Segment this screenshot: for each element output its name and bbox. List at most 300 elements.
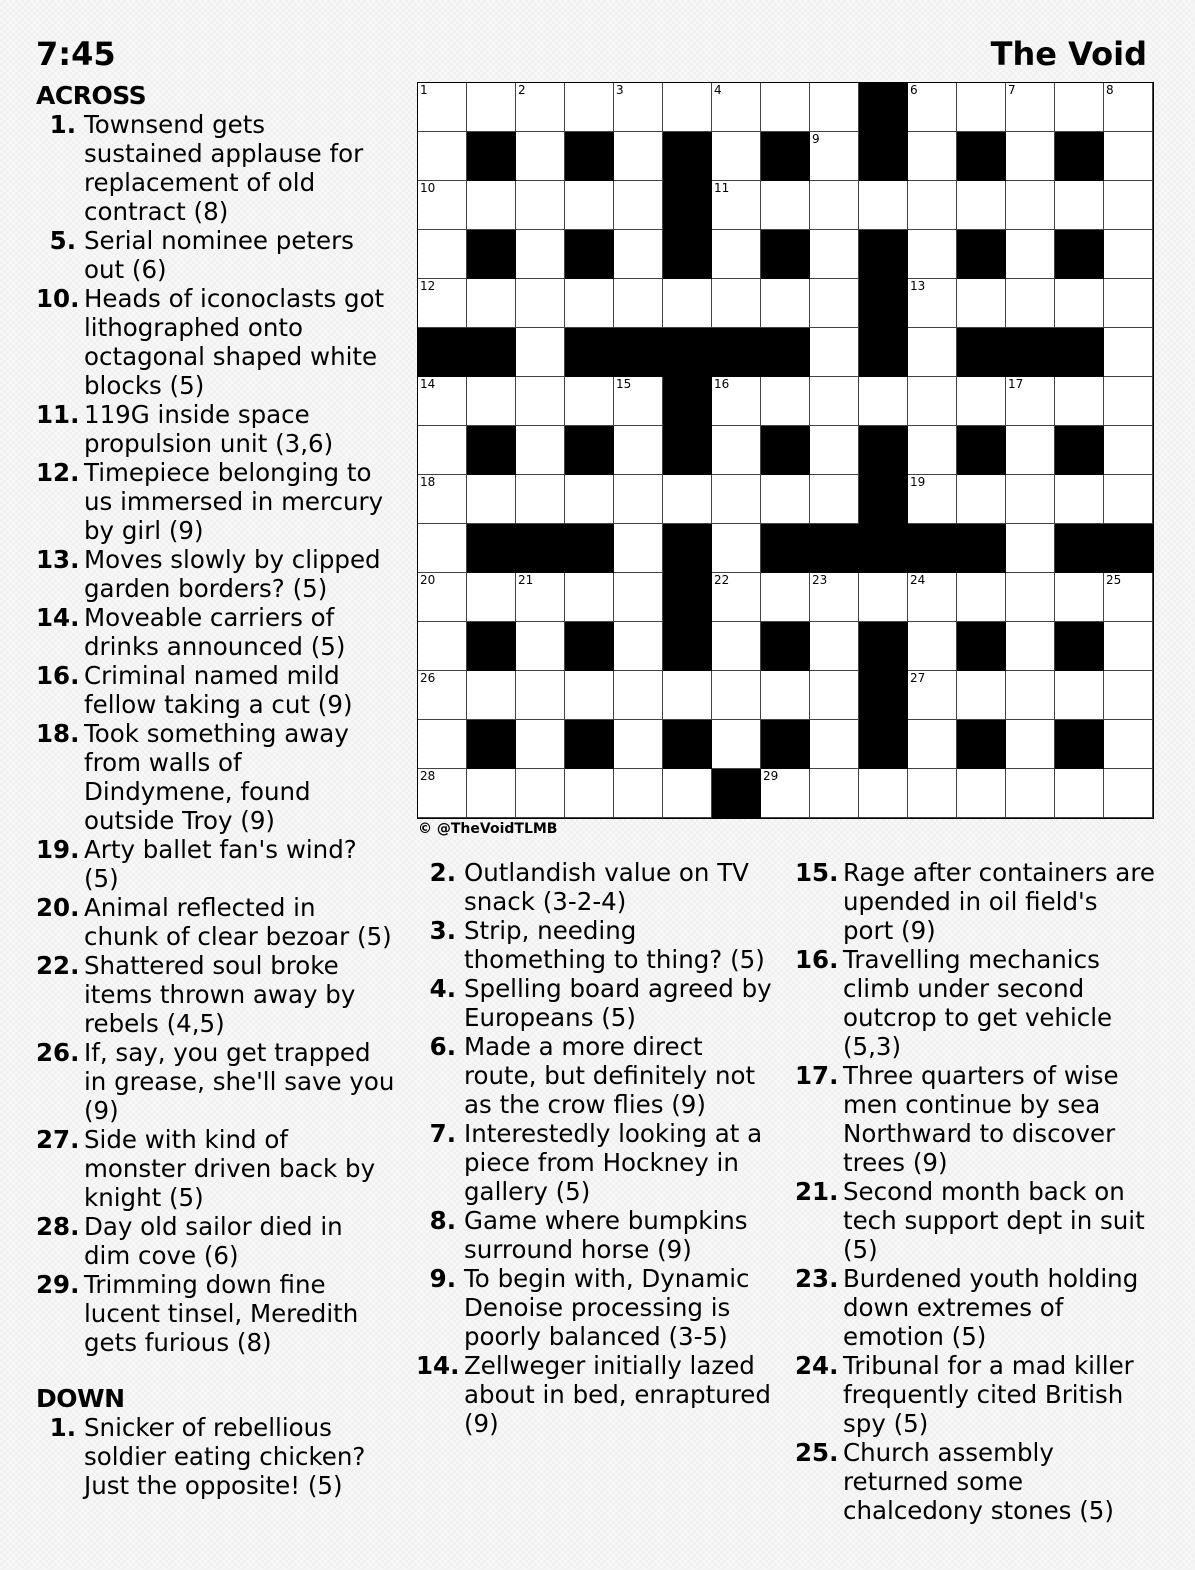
grid-block <box>761 720 810 769</box>
grid-cell[interactable] <box>1006 475 1055 524</box>
grid-block <box>859 475 908 524</box>
grid-block <box>467 720 516 769</box>
grid-cell[interactable] <box>712 671 761 720</box>
grid-cell[interactable] <box>908 769 957 818</box>
clue-item[interactable] <box>36 545 406 603</box>
clue-item[interactable] <box>416 1119 786 1206</box>
clue-text: returned some <box>843 1467 1024 1496</box>
grid-block <box>957 622 1006 671</box>
grid-cell[interactable] <box>467 181 516 230</box>
grid-cell[interactable] <box>1104 377 1153 426</box>
grid-block <box>467 622 516 671</box>
grid-cell[interactable] <box>516 377 565 426</box>
clue-text: items thrown away by <box>84 980 356 1009</box>
clue-text: frequently cited British <box>843 1380 1124 1409</box>
grid-block <box>859 230 908 279</box>
cell-number: 15 <box>616 377 632 391</box>
grid-cell[interactable] <box>859 769 908 818</box>
cell-number: 28 <box>420 769 436 783</box>
grid-cell[interactable] <box>712 524 761 573</box>
cell-number: 23 <box>812 573 828 587</box>
grid-block <box>467 328 516 377</box>
grid-block <box>1055 230 1104 279</box>
grid-cell[interactable] <box>1055 181 1104 230</box>
clue-item[interactable] <box>36 1038 406 1125</box>
clue-text: Church assembly <box>843 1438 1054 1467</box>
grid-cell[interactable] <box>908 83 957 132</box>
clue-text: knight (5) <box>84 1183 204 1212</box>
grid-cell[interactable] <box>1006 83 1055 132</box>
grid-block <box>565 132 614 181</box>
grid-cell[interactable] <box>1104 181 1153 230</box>
clue-text: Criminal named mild <box>84 661 340 690</box>
cell-number: 29 <box>763 769 779 783</box>
grid-cell[interactable] <box>908 377 957 426</box>
clue-text: chalcedony stones (5) <box>843 1496 1114 1525</box>
grid-cell[interactable] <box>761 377 810 426</box>
grid-cell[interactable] <box>467 279 516 328</box>
clue-item[interactable] <box>36 1212 406 1270</box>
grid-cell[interactable] <box>418 132 467 181</box>
grid-cell[interactable] <box>712 83 761 132</box>
grid-cell[interactable] <box>1104 720 1153 769</box>
clue-item[interactable] <box>36 893 406 951</box>
clue-item[interactable] <box>36 835 406 893</box>
grid-block <box>957 132 1006 181</box>
grid-cell[interactable] <box>516 769 565 818</box>
grid-cell[interactable] <box>712 426 761 475</box>
grid-cell[interactable] <box>712 132 761 181</box>
grid-cell[interactable] <box>1104 83 1153 132</box>
grid-cell[interactable] <box>467 83 516 132</box>
clue-item[interactable] <box>416 1032 786 1119</box>
clue-item[interactable] <box>36 1413 406 1500</box>
grid-cell[interactable] <box>761 671 810 720</box>
clue-text: Made a more direct <box>464 1032 703 1061</box>
clue-text: poorly balanced (3-5) <box>464 1322 728 1351</box>
grid-block <box>957 328 1006 377</box>
grid-cell[interactable] <box>614 524 663 573</box>
grid-cell[interactable] <box>663 769 712 818</box>
grid-block <box>1055 622 1104 671</box>
grid-cell[interactable] <box>516 573 565 622</box>
clue-text: Trimming down fine <box>84 1270 326 1299</box>
down-clue-list-1 <box>36 1413 406 1500</box>
grid-cell[interactable] <box>614 573 663 622</box>
grid-cell[interactable] <box>908 181 957 230</box>
clue-text: lucent tinsel, Meredith <box>84 1299 359 1328</box>
grid-cell[interactable] <box>908 279 957 328</box>
clue-text: climb under second <box>843 974 1085 1003</box>
grid-cell[interactable] <box>418 622 467 671</box>
clue-text: 119G inside space <box>84 400 310 429</box>
clue-item[interactable] <box>416 1206 786 1264</box>
grid-cell[interactable] <box>957 181 1006 230</box>
cell-number: 4 <box>714 83 722 97</box>
clue-number: 16. <box>36 661 80 690</box>
grid-cell[interactable] <box>761 279 810 328</box>
grid-block <box>1055 132 1104 181</box>
grid-cell[interactable] <box>1104 328 1153 377</box>
clue-text: Rage after containers are <box>843 858 1155 887</box>
grid-cell[interactable] <box>1055 83 1104 132</box>
clue-item[interactable] <box>795 945 1175 1061</box>
grid-block <box>565 622 614 671</box>
grid-cell[interactable] <box>1104 622 1153 671</box>
clue-number: 1. <box>49 110 76 139</box>
clue-item[interactable] <box>36 110 406 226</box>
clue-number: 6. <box>429 1032 456 1061</box>
grid-cell[interactable] <box>614 426 663 475</box>
clue-text: Burdened youth holding <box>843 1264 1139 1293</box>
grid-cell[interactable] <box>614 132 663 181</box>
clue-text: drinks announced (5) <box>84 632 346 661</box>
grid-cell[interactable] <box>957 279 1006 328</box>
grid-cell[interactable] <box>810 671 859 720</box>
clue-item[interactable] <box>795 1177 1175 1264</box>
clue-text: To begin with, Dynamic <box>464 1264 750 1293</box>
clue-number: 7. <box>429 1119 456 1148</box>
grid-cell[interactable] <box>614 230 663 279</box>
clue-number: 14. <box>36 603 80 632</box>
clue-text: snack (3-2-4) <box>464 887 627 916</box>
grid-cell[interactable] <box>810 83 859 132</box>
clue-item[interactable] <box>36 603 406 661</box>
clue-text: contract (8) <box>84 197 229 226</box>
clue-item[interactable] <box>795 1061 1175 1177</box>
grid-cell[interactable] <box>908 573 957 622</box>
grid-block <box>614 328 663 377</box>
grid-block <box>859 720 908 769</box>
grid-cell[interactable] <box>957 769 1006 818</box>
clue-number: 27. <box>36 1125 80 1154</box>
clue-text: Arty ballet fan's wind? <box>84 835 357 864</box>
grid-cell[interactable] <box>957 83 1006 132</box>
grid-cell[interactable] <box>1104 279 1153 328</box>
grid-cell[interactable] <box>663 671 712 720</box>
grid-cell[interactable] <box>1055 279 1104 328</box>
grid-cell[interactable] <box>1104 132 1153 181</box>
grid-cell[interactable] <box>418 230 467 279</box>
grid-cell[interactable] <box>565 83 614 132</box>
clue-item[interactable] <box>36 951 406 1038</box>
clue-text: (9) <box>84 1096 119 1125</box>
grid-cell[interactable] <box>908 720 957 769</box>
grid-cell[interactable] <box>614 671 663 720</box>
clue-item[interactable] <box>36 400 406 458</box>
grid-cell[interactable] <box>467 573 516 622</box>
grid-cell[interactable] <box>614 720 663 769</box>
grid-cell[interactable] <box>418 524 467 573</box>
grid-cell[interactable] <box>810 622 859 671</box>
grid-cell[interactable] <box>1006 377 1055 426</box>
grid-cell[interactable] <box>1006 524 1055 573</box>
cell-number: 16 <box>714 377 730 391</box>
clue-text: Tribunal for a mad killer <box>843 1351 1134 1380</box>
clue-number: 3. <box>429 916 456 945</box>
grid-block <box>859 132 908 181</box>
cell-number: 13 <box>910 279 926 293</box>
grid-block <box>516 524 565 573</box>
grid-cell[interactable] <box>516 279 565 328</box>
clue-text: Dindymene, found <box>84 777 311 806</box>
grid-cell[interactable] <box>712 475 761 524</box>
grid-cell[interactable] <box>712 573 761 622</box>
grid-cell[interactable] <box>908 622 957 671</box>
clue-text: blocks (5) <box>84 371 205 400</box>
clue-text: gets furious (8) <box>84 1328 272 1357</box>
grid-block <box>663 230 712 279</box>
grid-cell[interactable] <box>712 720 761 769</box>
crossword-grid <box>418 83 1153 818</box>
grid-cell[interactable] <box>1006 622 1055 671</box>
grid-cell[interactable] <box>614 181 663 230</box>
grid-cell[interactable] <box>614 377 663 426</box>
grid-cell[interactable] <box>565 279 614 328</box>
grid-cell[interactable] <box>614 769 663 818</box>
clue-text: Travelling mechanics <box>843 945 1100 974</box>
grid-block <box>1104 524 1153 573</box>
clue-text: rebels (4,5) <box>84 1009 225 1038</box>
clue-text: Animal reflected in <box>84 893 316 922</box>
clue-text: (5,3) <box>843 1032 902 1061</box>
grid-cell[interactable] <box>565 475 614 524</box>
grid-block <box>663 524 712 573</box>
grid-cell[interactable] <box>712 279 761 328</box>
grid-cell[interactable] <box>516 720 565 769</box>
grid-cell[interactable] <box>1104 573 1153 622</box>
clue-text: (9) <box>464 1409 499 1438</box>
grid-block <box>418 328 467 377</box>
clue-item[interactable] <box>416 858 786 916</box>
cell-number: 21 <box>518 573 534 587</box>
grid-cell[interactable] <box>418 279 467 328</box>
clue-item[interactable] <box>795 1264 1175 1351</box>
grid-cell[interactable] <box>1006 230 1055 279</box>
clue-item[interactable] <box>36 226 406 284</box>
grid-block <box>467 426 516 475</box>
clue-item[interactable] <box>416 916 786 974</box>
grid-cell[interactable] <box>761 83 810 132</box>
cell-number: 22 <box>714 573 730 587</box>
clue-text: Spelling board agreed by <box>464 974 772 1003</box>
grid-cell[interactable] <box>418 769 467 818</box>
grid-cell[interactable] <box>859 181 908 230</box>
grid-cell[interactable] <box>1104 230 1153 279</box>
clue-item[interactable] <box>795 1351 1175 1438</box>
clue-text: Interestedly looking at a <box>464 1119 763 1148</box>
grid-cell[interactable] <box>516 475 565 524</box>
grid-block <box>859 622 908 671</box>
grid-cell[interactable] <box>516 83 565 132</box>
grid-cell[interactable] <box>516 181 565 230</box>
clue-number: 5. <box>49 226 76 255</box>
clue-item[interactable] <box>795 1438 1175 1525</box>
clue-item[interactable] <box>416 974 786 1032</box>
grid-cell[interactable] <box>663 475 712 524</box>
grid-cell[interactable] <box>810 181 859 230</box>
grid-block <box>761 622 810 671</box>
cell-number: 14 <box>420 377 436 391</box>
grid-cell[interactable] <box>957 671 1006 720</box>
down-clue-list-2 <box>416 858 786 1438</box>
grid-cell[interactable] <box>859 573 908 622</box>
grid-cell[interactable] <box>1104 475 1153 524</box>
grid-cell[interactable] <box>516 426 565 475</box>
grid-cell[interactable] <box>810 426 859 475</box>
grid-cell[interactable] <box>1006 769 1055 818</box>
grid-cell[interactable] <box>1006 426 1055 475</box>
clue-text: Game where bumpkins <box>464 1206 748 1235</box>
grid-block <box>663 426 712 475</box>
clue-text: If, say, you get trapped <box>84 1038 371 1067</box>
grid-cell[interactable] <box>418 573 467 622</box>
grid-cell[interactable] <box>810 377 859 426</box>
clue-item[interactable] <box>36 1125 406 1212</box>
clue-item[interactable] <box>416 1351 786 1438</box>
grid-block <box>467 132 516 181</box>
clue-text: Side with kind of <box>84 1125 289 1154</box>
grid-block <box>957 230 1006 279</box>
grid-block <box>957 524 1006 573</box>
grid-cell[interactable] <box>810 475 859 524</box>
clue-item[interactable] <box>795 858 1175 945</box>
clue-item[interactable] <box>36 284 406 400</box>
grid-cell[interactable] <box>663 279 712 328</box>
across-clue-list <box>36 110 406 1357</box>
clue-item[interactable] <box>36 1270 406 1357</box>
grid-cell[interactable] <box>614 622 663 671</box>
grid-cell[interactable] <box>516 132 565 181</box>
grid-cell[interactable] <box>957 377 1006 426</box>
clue-number: 25. <box>795 1438 839 1467</box>
grid-cell[interactable] <box>516 671 565 720</box>
grid-cell[interactable] <box>1104 426 1153 475</box>
grid-cell[interactable] <box>908 230 957 279</box>
grid-cell[interactable] <box>1006 132 1055 181</box>
grid-cell[interactable] <box>418 475 467 524</box>
clue-text: Just the opposite! (5) <box>84 1471 343 1500</box>
clue-text: Three quarters of wise <box>843 1061 1119 1090</box>
grid-cell[interactable] <box>418 671 467 720</box>
grid-cell[interactable] <box>1006 573 1055 622</box>
grid-cell[interactable] <box>516 622 565 671</box>
grid-cell[interactable] <box>810 769 859 818</box>
grid-cell[interactable] <box>516 230 565 279</box>
grid-cell[interactable] <box>418 181 467 230</box>
grid-cell[interactable] <box>1104 769 1153 818</box>
grid-block <box>712 769 761 818</box>
grid-cell[interactable] <box>810 720 859 769</box>
grid-cell[interactable] <box>908 671 957 720</box>
grid-cell[interactable] <box>908 426 957 475</box>
clue-number: 20. <box>36 893 80 922</box>
grid-cell[interactable] <box>712 181 761 230</box>
grid-cell[interactable] <box>712 230 761 279</box>
clue-text: down extremes of <box>843 1293 1064 1322</box>
grid-cell[interactable] <box>467 769 516 818</box>
grid-cell[interactable] <box>614 475 663 524</box>
grid-block <box>859 524 908 573</box>
grid-cell[interactable] <box>957 573 1006 622</box>
grid-cell[interactable] <box>418 720 467 769</box>
grid-cell[interactable] <box>1055 769 1104 818</box>
grid-cell[interactable] <box>418 83 467 132</box>
clue-item[interactable] <box>36 458 406 545</box>
grid-cell[interactable] <box>761 573 810 622</box>
grid-cell[interactable] <box>467 671 516 720</box>
grid-cell[interactable] <box>810 230 859 279</box>
grid-cell[interactable] <box>1055 671 1104 720</box>
grid-cell[interactable] <box>712 622 761 671</box>
grid-cell[interactable] <box>565 769 614 818</box>
grid-cell[interactable] <box>1055 573 1104 622</box>
grid-cell[interactable] <box>1104 671 1153 720</box>
cell-number: 1 <box>420 83 428 97</box>
grid-cell[interactable] <box>761 475 810 524</box>
cell-number: 8 <box>1106 83 1114 97</box>
grid-cell[interactable] <box>761 181 810 230</box>
grid-cell[interactable] <box>565 377 614 426</box>
grid-cell[interactable] <box>1055 475 1104 524</box>
grid-cell[interactable] <box>908 132 957 181</box>
grid-cell[interactable] <box>418 377 467 426</box>
grid-cell[interactable] <box>859 377 908 426</box>
grid-cell[interactable] <box>467 475 516 524</box>
grid-cell[interactable] <box>614 83 663 132</box>
grid-cell[interactable] <box>614 279 663 328</box>
grid-cell[interactable] <box>1006 181 1055 230</box>
grid-block <box>663 622 712 671</box>
clue-item[interactable] <box>36 719 406 835</box>
clue-text: Townsend gets <box>84 110 266 139</box>
cell-number: 20 <box>420 573 436 587</box>
grid-cell[interactable] <box>810 328 859 377</box>
grid-cell[interactable] <box>908 328 957 377</box>
clue-text: Took something away <box>84 719 349 748</box>
grid-cell[interactable] <box>810 573 859 622</box>
grid-cell[interactable] <box>467 377 516 426</box>
grid-cell[interactable] <box>418 426 467 475</box>
grid-cell[interactable] <box>712 377 761 426</box>
grid-cell[interactable] <box>957 475 1006 524</box>
grid-cell[interactable] <box>1006 671 1055 720</box>
grid-cell[interactable] <box>565 573 614 622</box>
puzzle-title: The Void <box>990 35 1147 73</box>
grid-block <box>663 573 712 622</box>
grid-cell[interactable] <box>908 475 957 524</box>
cell-number: 26 <box>420 671 436 685</box>
clue-number: 10. <box>36 284 80 313</box>
grid-cell[interactable] <box>663 83 712 132</box>
cell-number: 17 <box>1008 377 1024 391</box>
clue-number: 21. <box>795 1177 839 1206</box>
grid-cell[interactable] <box>810 279 859 328</box>
grid-cell[interactable] <box>1006 720 1055 769</box>
grid-cell[interactable] <box>1006 279 1055 328</box>
grid-cell[interactable] <box>516 328 565 377</box>
clue-item[interactable] <box>36 661 406 719</box>
grid-cell[interactable] <box>810 132 859 181</box>
clue-item[interactable] <box>416 1264 786 1351</box>
grid-block <box>663 132 712 181</box>
cell-number: 9 <box>812 132 820 146</box>
clue-text: port (9) <box>843 916 936 945</box>
grid-cell[interactable] <box>565 671 614 720</box>
grid-cell[interactable] <box>1055 377 1104 426</box>
grid-cell[interactable] <box>761 769 810 818</box>
grid-cell[interactable] <box>565 181 614 230</box>
